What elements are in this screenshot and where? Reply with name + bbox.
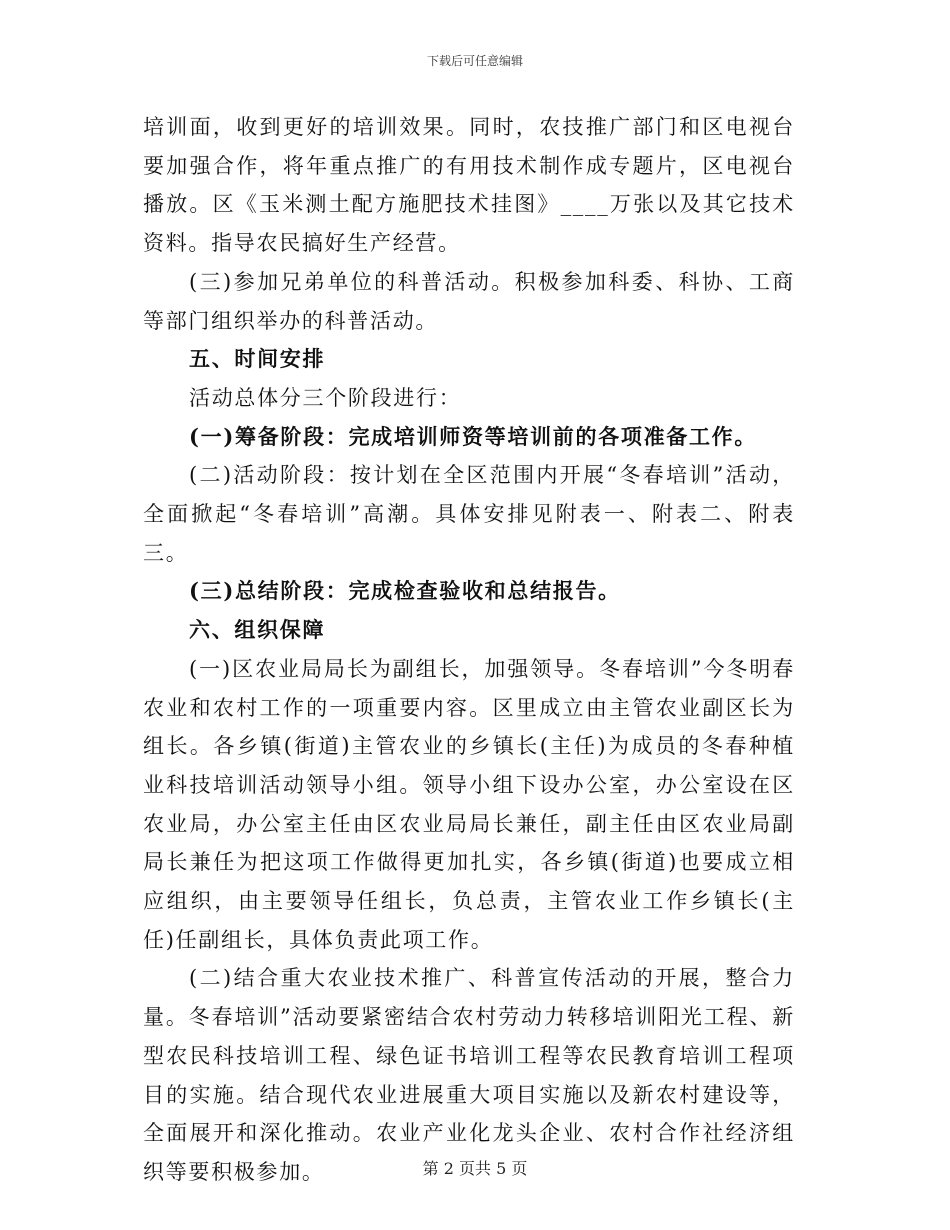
page-header: 下载后可任意编辑 <box>426 54 523 68</box>
paragraph-science-activities: (三)参加兄弟单位的科普活动。积极参加科委、科协、工商等部门组织举办的科普活动。 <box>143 269 795 333</box>
paragraph-integration: (二)结合重大农业技术推广、科普宣传活动的开展，整合力量。冬春培训”活动要紧密结合农村劳动力转移培训阳光工程、新型农民科技培训工程、绿色证书培训工程等农民教育培训工程项目的实施。结合现代农业进展重大项目实施以及新农村建设等，全面展开和深化推动。农业产业化龙头企业、农村合作社经济组织等要积极参加。 <box>143 966 795 1184</box>
page-number: 第 2 页共 5 页 <box>422 1159 528 1178</box>
paragraph-training-coverage: 培训面，收到更好的培训效果。同时，农技推广部门和区电视台要加强合作，将年重点推广的有用技术制作成专题片，区电视台播放。区《玉米测土配方施肥技术挂图》____万张以及其它技术资料。指导农民搞好生产经营。 <box>143 115 795 256</box>
paragraph-stage-preparation: (一)筹备阶段：完成培训师资等培训前的各项准备工作。 <box>189 423 758 449</box>
document-body <box>143 108 795 1192</box>
paragraph-leadership: (一)区农业局局长为副组长，加强领导。冬春培训”今冬明春农业和农村工作的一项重要内容。区里成立由主管农业副区长为组长。各乡镇(街道)主管农业的乡镇长(主任)为成员的冬春种植业科技培训活动领导小组。领导小组下设办公室，办公室设在区农业局，办公室主任由区农业局局长兼任，副主任由区农业局副局长兼任为把这项工作做得更加扎实，各乡镇(街道)也要成立相应组织，由主要领导任组长，负总责，主管农业工作乡镇长(主任)任副组长，具体负责此项工作。 <box>143 656 795 952</box>
paragraph-stages-intro: 活动总体分三个阶段进行： <box>189 385 462 410</box>
paragraph-stage-activity: (二)活动阶段：按计划在全区范围内开展“冬春培训”活动，全面掀起“冬春培训”高潮。具体安排见附表一、附表二、附表三。 <box>143 463 795 565</box>
paragraph-stage-summary: (三)总结阶段：完成检查验收和总结报告。 <box>189 578 621 604</box>
section-heading-organization: 六、组织保障 <box>189 617 326 643</box>
section-heading-schedule: 五、时间安排 <box>189 346 326 372</box>
